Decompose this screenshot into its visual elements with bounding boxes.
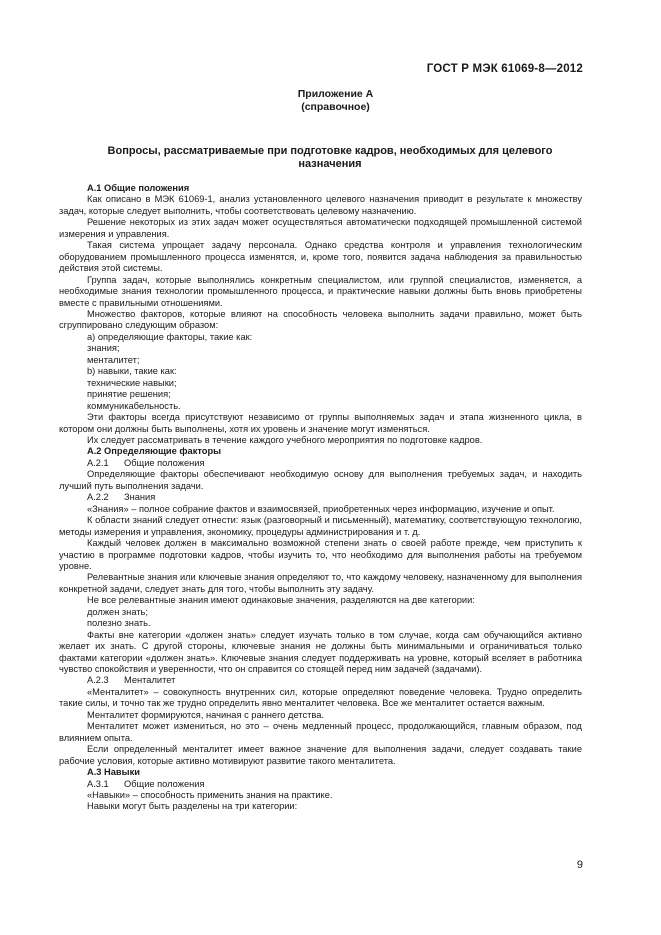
subsection-label: Общие положения bbox=[124, 457, 205, 468]
list-item: знания; bbox=[87, 343, 120, 354]
subsection-heading bbox=[59, 675, 582, 686]
paragraph: Такая система упрощает задачу персонала. Однако средства контроля и управления технологическим оборудованием промышленного процесса изменятся, и, кроме того, появится задача наблюдения за правильностью действия этой системы. bbox=[59, 240, 582, 274]
subsection-number: А.2.1 bbox=[87, 457, 109, 468]
annex-label: Приложение А bbox=[297, 88, 374, 100]
annex-title bbox=[60, 145, 600, 171]
paragraph: Менталитет может измениться, но это – очень медленный процесс, продолжающийся, главным образом, под влиянием опыта. bbox=[59, 721, 582, 743]
paragraph: Факты вне категории «должен знать» следует изучать только в том случае, когда сам обучающийся активно желает их знать. С другой стороны, ключевые знания не должны быть минимальными и ограничиваться только фактами категории «должен знать». Ключевые знания следует поддерживать на уровне, который вселяет в работника чувство спокойствия и уверенности, что он справится со стоящей перед ним задачей (задачами). bbox=[59, 629, 582, 675]
annex-heading bbox=[0, 88, 661, 114]
paragraph: «Навыки» – способность применить знания на практике. bbox=[87, 790, 333, 801]
paragraph: Менталитет формируются, начиная с раннего детства. bbox=[87, 709, 324, 720]
subsection-heading bbox=[59, 492, 582, 503]
paragraph: Множество факторов, которые влияют на способность человека выполнить задачи правильно, может быть сгруппировано следующим образом: bbox=[59, 308, 582, 331]
paragraph: Релевантные знания или ключевые знания определяют то, что каждому человеку, назначенному для выполнения конкретной задачи, следует знать для того, чтобы выполнить эту задачу. bbox=[59, 572, 582, 594]
list-item: полезно знать. bbox=[87, 618, 151, 629]
subsection-label: Общие положения bbox=[124, 778, 205, 789]
section-heading: А.1 Общие положения bbox=[87, 183, 190, 193]
paragraph: Эти факторы всегда присутствуют независимо от группы выполняемых задач и этапа жизненного цикла, в котором они должны быть выполнены, хотя их уровень и значение могут изменяться. bbox=[59, 412, 582, 434]
list-item: принятие решения; bbox=[87, 389, 171, 400]
list-item: b) навыки, такие как: bbox=[87, 366, 177, 377]
subsection-number: А.3.1 bbox=[87, 778, 109, 789]
paragraph: Решение некоторых из этих задач может осуществляться автоматически подходящей промышленной системой измерения и управления. bbox=[59, 217, 582, 239]
list-item: коммуникабельность. bbox=[87, 400, 181, 411]
subsection-heading bbox=[59, 779, 582, 790]
subsection-number: А.2.2 bbox=[87, 492, 109, 503]
paragraph: Если определенный менталитет имеет важное значение для выполнения задачи, следует создавать такие рабочие условия, которые активно мотивируют развитие такого менталитета. bbox=[59, 744, 582, 766]
document-body bbox=[59, 183, 582, 813]
paragraph: К области знаний следует отнести: язык (разговорный и письменный), математику, соответствующую технологию, методы измерения и управления, экономику, процедуры администрирования и т. д. bbox=[59, 515, 582, 537]
section-heading: А.3 Навыки bbox=[87, 767, 140, 778]
list-item: технические навыки; bbox=[87, 377, 177, 388]
list-item: а) определяющие факторы, такие как: bbox=[87, 331, 253, 342]
subsection-label: Менталитет bbox=[124, 675, 176, 686]
title-line-1: Вопросы, рассматриваемые при подготовке кадров, необходимых для целевого bbox=[107, 145, 553, 157]
annex-type: (справочное) bbox=[301, 101, 370, 113]
paragraph: «Менталитет» – совокупность внутренних сил, которые определяют поведение человека. Трудно определить такие силы, и точно так же трудно определить явно менталитет человека. Все же менталитет остается важным. bbox=[59, 686, 582, 709]
page-number: 9 bbox=[576, 859, 583, 871]
paragraph: Как описано в МЭК 61069-1, анализ установленного целевого назначения приводит в результате к множеству задач, которые следует выполнить, чтобы соответствовать целевому назначению. bbox=[59, 194, 582, 216]
subsection-heading bbox=[59, 458, 582, 469]
paragraph: Не все релевантные знания имеют одинаковые значения, разделяются на две категории: bbox=[87, 595, 475, 606]
section-heading: А.2 Определяющие факторы bbox=[87, 446, 222, 457]
paragraph: «Знания» – полное собрание фактов и взаимосвязей, приобретенных через информацию, изучение и опыт. bbox=[87, 503, 555, 514]
paragraph: Определяющие факторы обеспечивают необходимую основу для выполнения требуемых задач, и находить лучший путь выполнения задачи. bbox=[59, 469, 582, 491]
paragraph: Навыки могут быть разделены на три категории: bbox=[87, 801, 298, 812]
paragraph: Их следует рассматривать в течение каждого учебного мероприятия по подготовке кадров. bbox=[87, 434, 483, 445]
title-line-2: назначения bbox=[298, 158, 362, 170]
standard-number: ГОСТ Р МЭК 61069-8—2012 bbox=[426, 63, 583, 75]
subsection-label: Знания bbox=[124, 492, 156, 503]
list-item: должен знать; bbox=[87, 606, 148, 617]
subsection-number: А.2.3 bbox=[87, 675, 109, 686]
paragraph: Каждый человек должен в максимально возможной степени знать о своей работе прежде, чем приступить к участию в программе подготовки кадров, чтобы изучить то, что необходимо для выполнения работы на требуемом уровне. bbox=[59, 538, 582, 571]
list-item: менталитет; bbox=[87, 354, 140, 365]
paragraph: Группа задач, которые выполнялись конкретным специалистом, или группой специалистов, изменяется, а необходимые знания технологии промышленного процесса, и практические навыки должны быть вновь приобретены вместе с правильными отношениями. bbox=[59, 274, 582, 308]
